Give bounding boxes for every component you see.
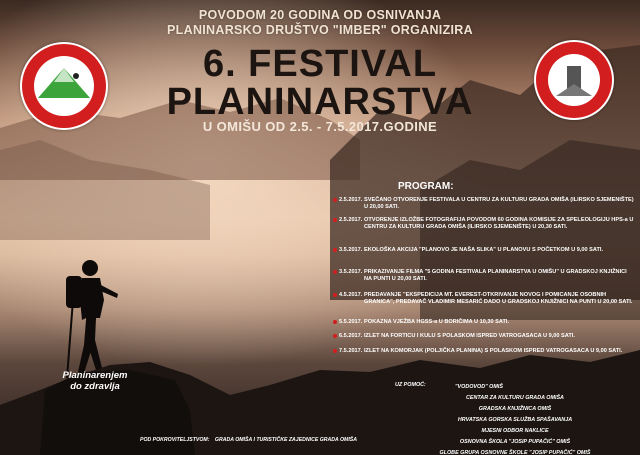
program-item bbox=[339, 292, 635, 319]
header-line-2: PLANINARSKO DRUŠTVO "IMBER" ORGANIZIRA bbox=[167, 23, 473, 37]
program-item bbox=[339, 217, 635, 247]
bullet-icon bbox=[333, 248, 337, 252]
bullet-icon bbox=[333, 293, 337, 297]
support-item: "VODOVOD" OMIŠ bbox=[455, 384, 503, 390]
festival-dates: U OMIŠU OD 2.5. - 7.5.2017.GODINE bbox=[202, 119, 438, 134]
festival-title-line-1: 6. FESTIVAL bbox=[202, 43, 438, 85]
program-item-text: IZLET NA FORTICU I KULU S POLASKOM ISPRED VATROGASACA U 9,00 SATI. bbox=[364, 333, 575, 339]
program-item bbox=[339, 247, 635, 269]
sponsor-line bbox=[140, 437, 357, 443]
program-heading: PROGRAM: bbox=[398, 181, 454, 192]
bullet-icon bbox=[333, 349, 337, 353]
festival-title-line-2: PLANINARSTVA bbox=[166, 81, 474, 123]
sponsor-text: GRADA OMIŠA I TURISTIČKE ZAJEDNICE GRADA OMIŠA bbox=[214, 437, 358, 443]
festival-logo-emblem bbox=[534, 40, 614, 120]
program-item-date: 3.5.2017. bbox=[339, 247, 363, 253]
support-label: UZ POMOĆ: bbox=[395, 382, 426, 388]
program-item-text: SVEČANO OTVORENJE FESTIVALA U CENTRU ZA KULTURU GRADA OMIŠA (ILIRSKO SJEMENIŠTE) U 20,00 SATI. bbox=[364, 197, 634, 210]
support-item: MJESNI ODBOR NAKLICE bbox=[481, 428, 549, 434]
bullet-icon bbox=[333, 198, 337, 202]
program-item-date: 5.5.2017. bbox=[339, 319, 363, 325]
imber-club-logo bbox=[20, 42, 108, 130]
support-item: HRVATSKA GORSKA SLUŽBA SPAŠAVANJA bbox=[457, 417, 573, 423]
program-item bbox=[339, 333, 635, 348]
program-item-date: 2.5.2017. bbox=[339, 217, 363, 223]
program-item-text: EKOLOŠKA AKCIJA "PLANOVO JE NAŠA SLIKA" U PLANOVU S POČETKOM U 9,00 SATI. bbox=[364, 247, 604, 253]
program-item-text: OTVORENJE IZLOŽBE FOTOGRAFIJA POVODOM 60 GODINA KOMISIJE ZA SPELEOLOGIJU HPS-a U CENTRU ZA KULTURU GRADA OMIŠA (ILIRSKO SJEMENIŠTE) U 20,30 SATI. bbox=[364, 217, 634, 230]
program-item-date: 7.5.2017. bbox=[339, 348, 363, 354]
support-item: GLOBE GRUPA OSNOVNE ŠKOLE "JOSIP PUPAČIĆ" OMIŠ bbox=[439, 450, 591, 455]
program-item-date: 6.5.2017. bbox=[339, 333, 363, 339]
program-item bbox=[339, 348, 635, 364]
program-item-text: IZLET NA KOMORJAK (POLJIČKA PLANINA) S POLASKOM ISPRED VATROGASACA U 9,00 SATI. bbox=[364, 348, 623, 354]
program-item-date: 2.5.2017. bbox=[339, 197, 363, 203]
program-item-text: PREDAVANJE "EKSPEDICIJA MT. EVEREST-OTKRIVANJE NOVOG I POMICANJE OSOBNIH GRANICA", PREDAVAČ VLADIMIR MESARIĆ DADO U GRADSKOJ KNJIŽNICI NA PUNTI U 20,00 SATI. bbox=[364, 292, 633, 305]
header-line-1: POVODOM 20 GODINA OD OSNIVANJA bbox=[198, 8, 442, 22]
bullet-icon bbox=[333, 218, 337, 222]
program-list bbox=[339, 197, 635, 364]
program-item bbox=[339, 319, 635, 333]
bullet-icon bbox=[333, 320, 337, 324]
program-item-date: 3.5.2017. bbox=[339, 269, 363, 275]
support-item: GRADSKA KNJIŽNICA OMIŠ bbox=[478, 406, 552, 412]
support-item: CENTAR ZA KULTURU GRADA OMIŠA bbox=[466, 395, 564, 401]
bullet-icon bbox=[333, 270, 337, 274]
support-item: OSNOVNA ŠKOLA "JOSIP PUPAČIĆ" OMIŠ bbox=[459, 439, 571, 445]
imber-logo-emblem bbox=[20, 42, 108, 130]
festival-logo bbox=[534, 40, 614, 120]
bullet-icon bbox=[333, 334, 337, 338]
support-items bbox=[395, 382, 635, 455]
program-item-text: POKAZNA VJEŽBA HGSS-a U BORIČIMA U 10,30 SATI. bbox=[364, 319, 510, 325]
program-item-date: 4.5.2017. bbox=[339, 292, 363, 298]
sponsor-label: POD POKROVITELJSTVOM: bbox=[140, 437, 210, 443]
program-item bbox=[339, 269, 635, 292]
program-item bbox=[339, 197, 635, 217]
slogan: Planinarenjem do zdravlja bbox=[62, 370, 128, 392]
program-item-text: PRIKAZIVANJE FILMA "5 GODINA FESTIVALA PLANINARSTVA U OMIŠU" U GRADSKOJ KNJIŽNICI NA PUNTI U 20,00 SATI. bbox=[364, 269, 627, 282]
